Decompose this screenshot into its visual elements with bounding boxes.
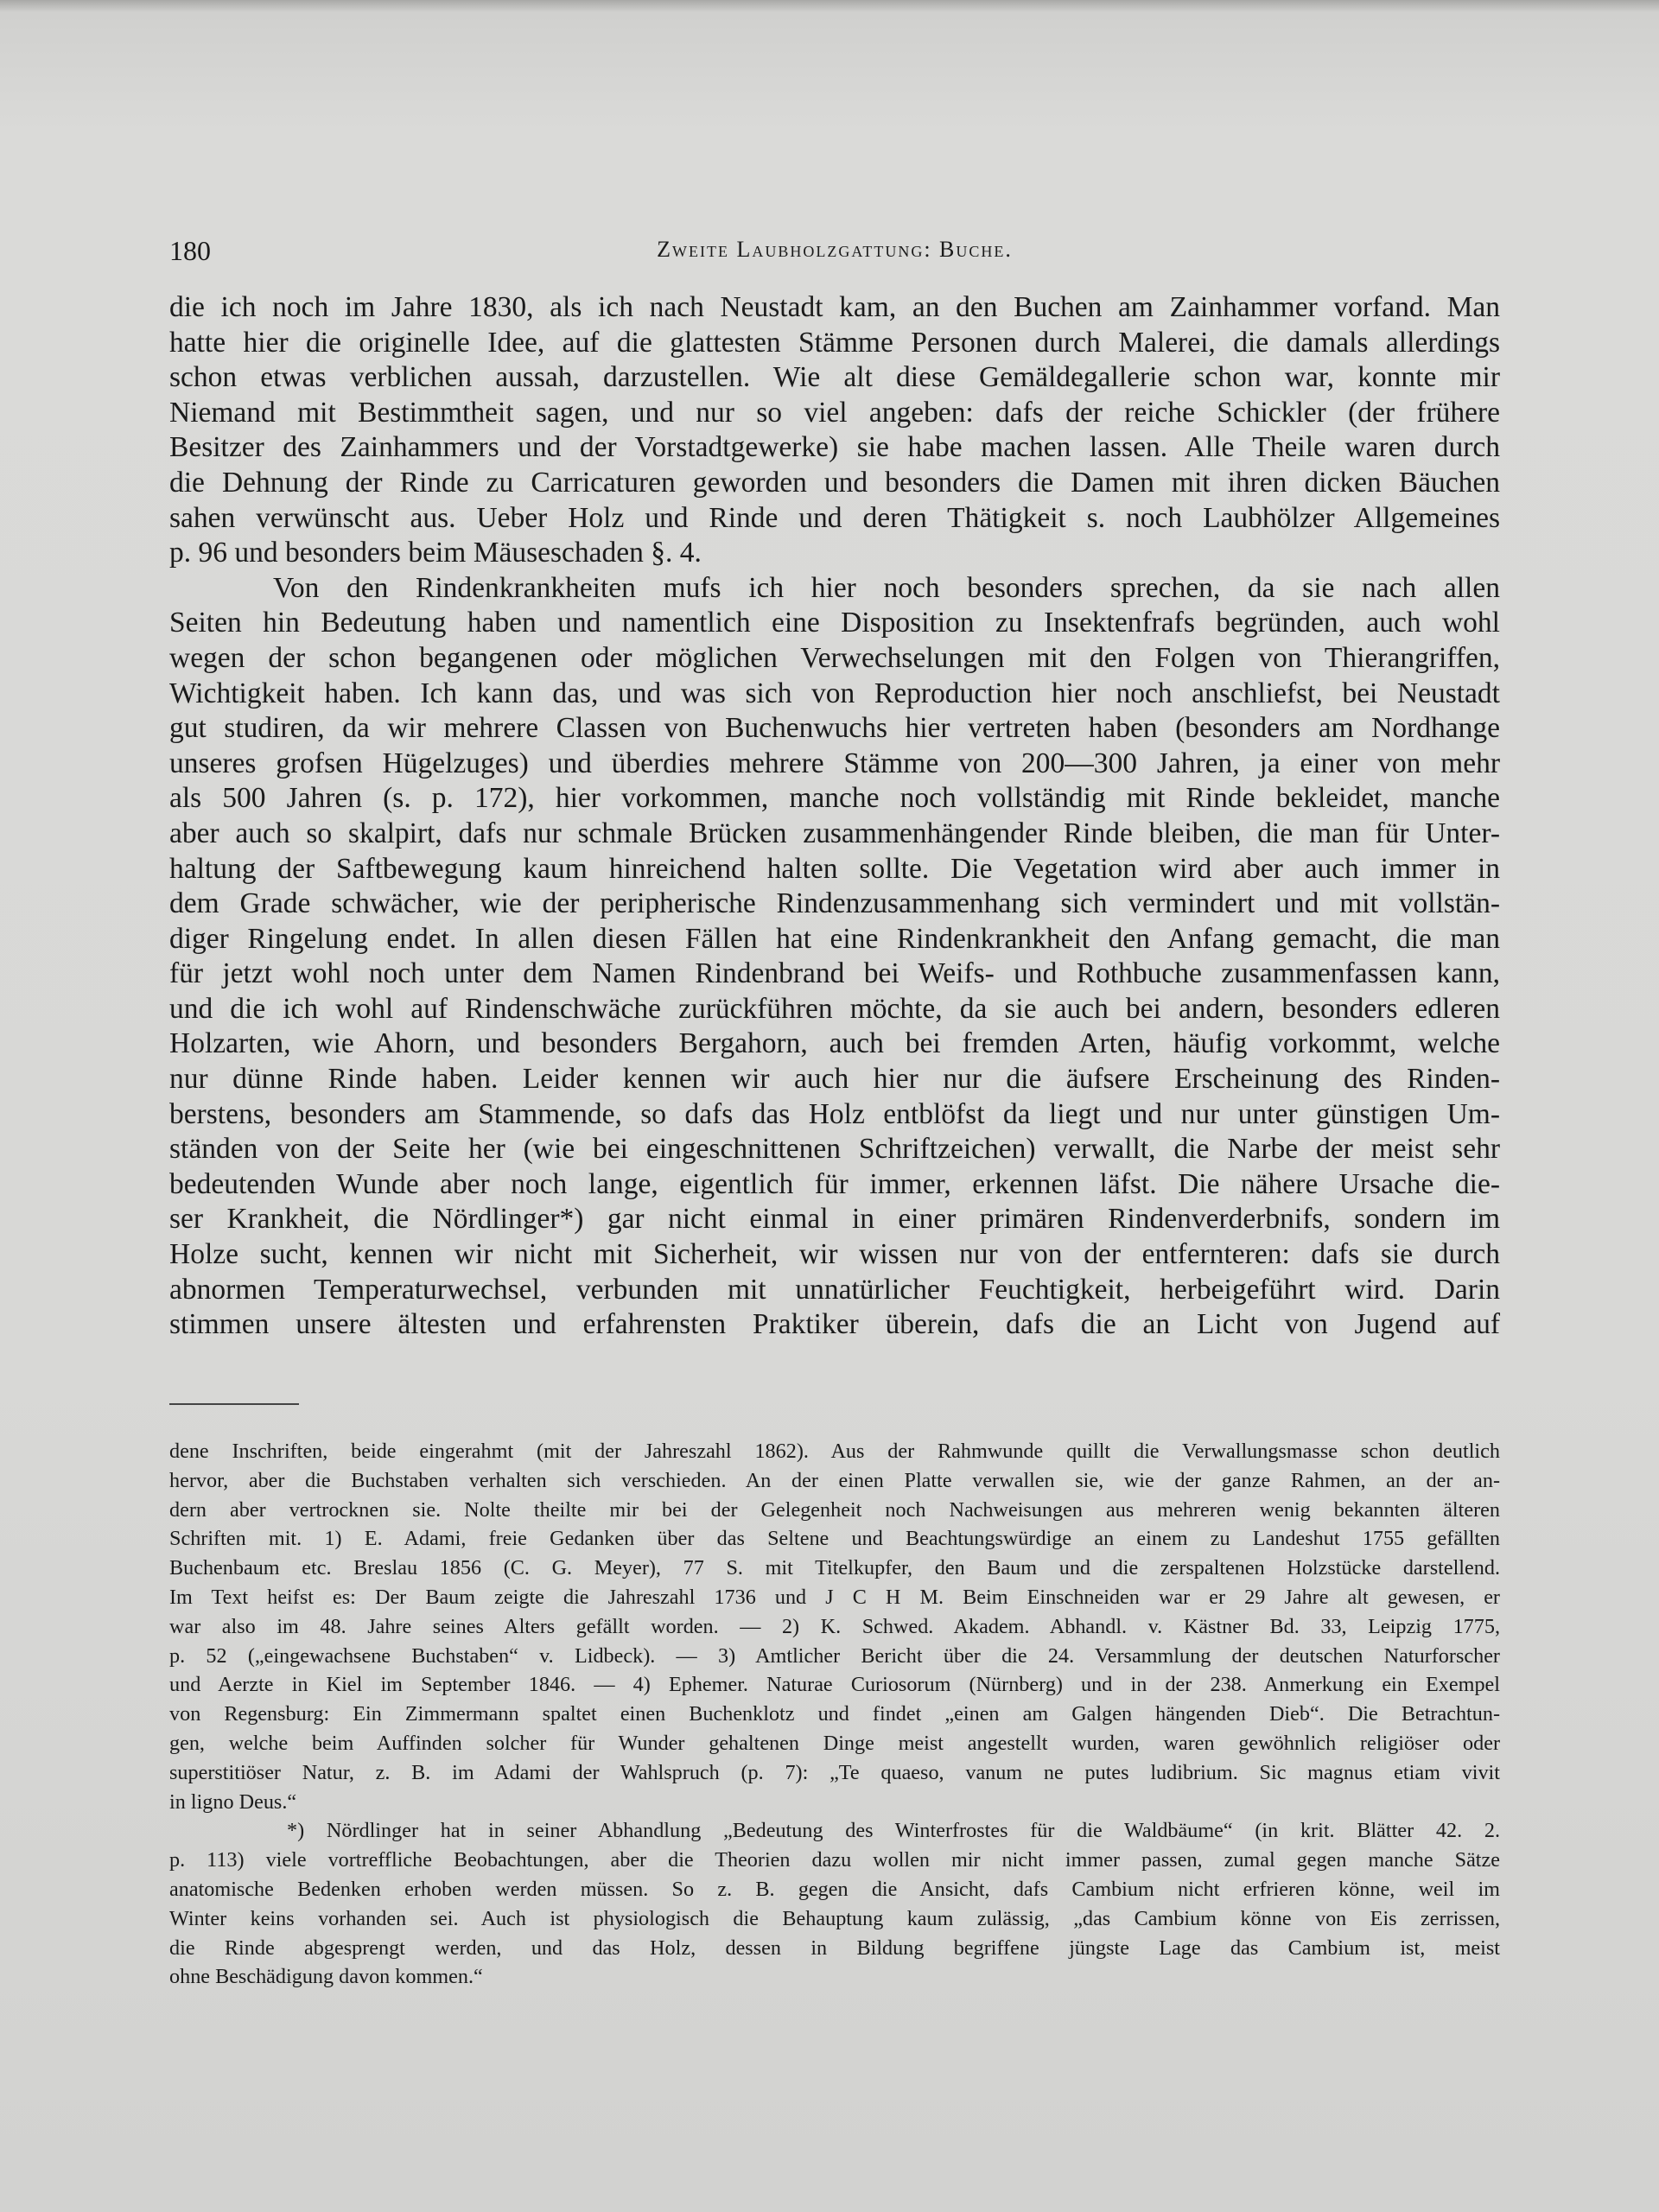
- body-line: Von den Rindenkrankheiten mufs ich hier noch besonders sprechen, da sie nach allen: [273, 571, 1500, 604]
- footnote-line: p. 113) viele vortreffliche Beobachtungen, aber die Theorien dazu wollen mir nicht immer passen, zumal gegen manche Sätze: [169, 1848, 1500, 1872]
- body-line: und die ich wohl auf Rindenschwäche zurückführen möchte, da sie auch bei andern, besonders edleren: [169, 992, 1500, 1025]
- footnote-line: superstitiöser Natur, z. B. im Adami der Wahlspruch (p. 7): „Te quaeso, vanum ne putes ludibrium. Sic magnus etiam vivit: [169, 1760, 1500, 1784]
- footnote-line: von Regensburg: Ein Zimmermann spaltet einen Buchenklotz und findet „einen am Galgen hängenden Dieb“. Die Betrachtun-: [169, 1702, 1500, 1726]
- page-top-edge: [0, 0, 1659, 12]
- body-line: p. 96 und besonders beim Mäuseschaden §. 4.: [169, 537, 702, 569]
- footnote-line: dene Inschriften, beide eingerahmt (mit der Jahreszahl 1862). Aus der Rahmwunde quillt die Verwallungsmasse schon deutlich: [169, 1440, 1500, 1463]
- footnote-line: *) Nördlinger hat in seiner Abhandlung „Bedeutung des Winterfrostes für die Waldbäume“ (in krit. Blätter 42. 2.: [287, 1819, 1500, 1843]
- footnote-line: ohne Beschädigung davon kommen.“: [169, 1965, 483, 1989]
- footnote-line: Buchenbaum etc. Breslau 1856 (C. G. Meyer), 77 S. mit Titelkupfer, den Baum und die zerspaltenen Holzstücke darstellend.: [169, 1556, 1500, 1580]
- body-line: stimmen unsere ältesten und erfahrensten Praktiker überein, dafs die an Licht von Jugend auf: [169, 1308, 1500, 1341]
- page-header: [169, 235, 1500, 275]
- body-line: dem Grade schwächer, wie der peripherische Rindenzusammenhang sich vermindert und mit vollstän-: [169, 887, 1500, 920]
- body-line: die Dehnung der Rinde zu Carricaturen geworden und besonders die Damen mit ihren dicken Bäuchen: [169, 466, 1500, 499]
- body-line: Besitzer des Zainhammers und der Vorstadtgewerke) sie habe machen lassen. Alle Theile waren durch: [169, 431, 1500, 464]
- body-line: Holze sucht, kennen wir nicht mit Sicherheit, wir wissen nur von der entfernteren: dafs sie durch: [169, 1238, 1500, 1271]
- body-line: Seiten hin Bedeutung haben und namentlich eine Disposition zu Insektenfrafs begründen, auch wohl: [169, 607, 1500, 639]
- body-line: Holzarten, wie Ahorn, und besonders Bergahorn, auch bei fremden Arten, häufig vorkommt, welche: [169, 1027, 1500, 1060]
- body-line: die ich noch im Jahre 1830, als ich nach Neustadt kam, an den Buchen am Zainhammer vorfand. Man: [169, 291, 1500, 323]
- footnote-line: p. 52 („eingewachsene Buchstaben“ v. Lidbeck). — 3) Amtlicher Bericht über die 24. Versammlung der deutschen Naturforscher: [169, 1643, 1500, 1668]
- body-line: als 500 Jahren (s. p. 172), hier vorkommen, manche noch vollständig mit Rinde bekleidet, manche: [169, 782, 1500, 815]
- body-line: schon etwas verblichen aussah, darzustellen. Wie alt diese Gemäldegallerie schon war, konnte mir: [169, 361, 1500, 394]
- footnote-line: in ligno Deus.“: [169, 1789, 297, 1814]
- body-line: haltung der Saftbewegung kaum hinreichend halten sollte. Die Vegetation wird aber auch immer in: [169, 852, 1500, 885]
- body-line: wegen der schon begangenen oder möglichen Verwechselungen mit den Folgen von Thierangriffen,: [169, 641, 1500, 674]
- body-line: abnormen Temperaturwechsel, verbunden mit unnatürlicher Feuchtigkeit, herbeigeführt wird. Darin: [169, 1273, 1500, 1306]
- body-line: unseres grofsen Hügelzuges) und überdies mehrere Stämme von 200—300 Jahren, ja einer von mehr: [169, 747, 1500, 779]
- body-line: bedeutenden Wunde aber noch lange, eigentlich für immer, erkennen läfst. Die nähere Ursache die-: [169, 1167, 1500, 1200]
- footnotes-block: [169, 1437, 1500, 1992]
- body-line: aber auch so skalpirt, dafs nur schmale Brücken zusammenhängender Rinde bleiben, die man für Unter-: [169, 817, 1500, 849]
- footnote-divider: [169, 1403, 299, 1405]
- footnote-line: dern aber vertrocknen sie. Nolte theilte mir bei der Gelegenheit noch Nachweisungen aus mehreren wenig bekannten älteren: [169, 1497, 1500, 1522]
- footnote-line: gen, welche beim Auffinden solcher für Wunder gehaltenen Dinge meist angestellt wurden, waren gewöhnlich religiöser oder: [169, 1731, 1500, 1755]
- footnote-line: war also im 48. Jahre seines Alters gefällt worden. — 2) K. Schwed. Akadem. Abhandl. v. Kästner Bd. 33, Leipzig 1775,: [169, 1614, 1500, 1638]
- body-line: ständen von der Seite her (wie bei eingeschnittenen Schriftzeichen) verwallt, die Narbe der meist sehr: [169, 1133, 1500, 1166]
- body-line: nur dünne Rinde haben. Leider kennen wir auch hier nur die äufsere Erscheinung des Rinden-: [169, 1063, 1500, 1096]
- body-line: für jetzt wohl noch unter dem Namen Rindenbrand bei Weifs- und Rothbuche zusammenfassen kann,: [169, 957, 1500, 990]
- body-line: berstens, besonders am Stammende, so dafs das Holz entblöfst da liegt und nur unter günstigen Um-: [169, 1097, 1500, 1130]
- running-head: Zweite Laubholzgattung: Buche.: [657, 237, 1013, 262]
- footnote-line: anatomische Bedenken erhoben werden müssen. So z. B. gegen die Ansicht, dafs Cambium nicht erfrieren könne, weil im: [169, 1877, 1500, 1901]
- footnote-line: hervor, aber die Buchstaben verhalten sich verschieden. An der einen Platte verwallen sie, wie der ganze Rahmen, an der an-: [169, 1468, 1500, 1492]
- main-text-block: [169, 290, 1500, 1343]
- footnote-line: Winter keins vorhanden sei. Auch ist physiologisch die Behauptung kaum zulässig, „das Cambium könne von Eis zerrissen,: [169, 1906, 1500, 1930]
- body-line: ser Krankheit, die Nördlinger*) gar nicht einmal in einer primären Rindenverderbnifs, sondern im: [169, 1203, 1500, 1236]
- footnote-line: und Aerzte in Kiel im September 1846. — 4) Ephemer. Naturae Curiosorum (Nürnberg) und in der 238. Anmerkung ein Exempel: [169, 1673, 1500, 1697]
- body-line: gut studiren, da wir mehrere Classen von Buchenwuchs hier vertreten haben (besonders am Nordhange: [169, 712, 1500, 745]
- page-number: 180: [169, 235, 211, 266]
- body-line: sahen verwünscht aus. Ueber Holz und Rinde und deren Thätigkeit s. noch Laubhölzer Allgemeines: [169, 501, 1500, 534]
- footnote-line: Im Text heifst es: Der Baum zeigte die Jahreszahl 1736 und J C H M. Beim Einschneiden war er 29 Jahre alt gewesen, er: [169, 1585, 1500, 1609]
- body-line: Wichtigkeit haben. Ich kann das, und was sich von Reproduction hier noch anschliefst, bei Neustadt: [169, 677, 1500, 709]
- footnote-line: die Rinde abgesprengt werden, und das Holz, dessen in Bildung begriffene jüngste Lage das Cambium ist, meist: [169, 1936, 1500, 1960]
- body-line: Niemand mit Bestimmtheit sagen, und nur so viel angeben: dafs der reiche Schickler (der frühere: [169, 396, 1500, 429]
- body-line: diger Ringelung endet. In allen diesen Fällen hat eine Rindenkrankheit den Anfang gemacht, die man: [169, 922, 1500, 955]
- body-line: hatte hier die originelle Idee, auf die glattesten Stämme Personen durch Malerei, die damals allerdings: [169, 326, 1500, 359]
- footnote-line: Schriften mit. 1) E. Adami, freie Gedanken über das Seltene und Beachtungswürdige an einem zu Landeshut 1755 gefällten: [169, 1527, 1500, 1551]
